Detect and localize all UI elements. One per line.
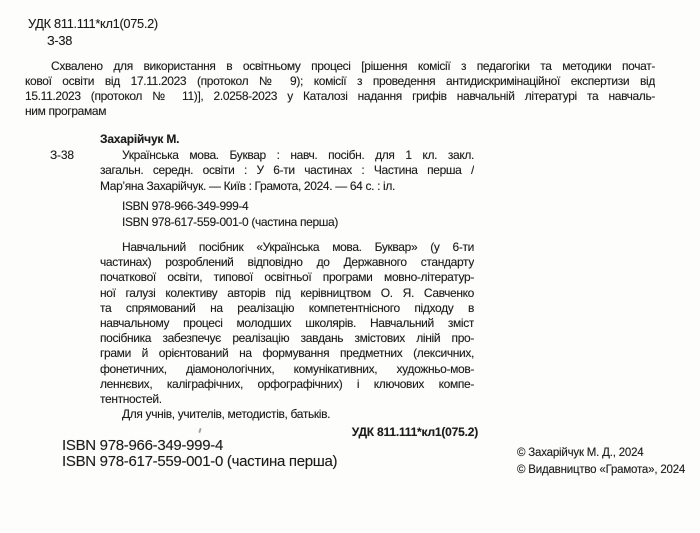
catalog-author-sign: З-38 (50, 147, 74, 162)
annotation-block (100, 240, 478, 440)
annotation-line: Навчальний посібник «Українська мова. Буквар» (у 6-ти (122, 240, 474, 254)
footer-isbn: ISBN 978-966-349-999-4 (62, 438, 224, 454)
udc-index: УДК 811.111*кл1(075.2) (28, 16, 158, 31)
catalog-isbn: ISBN 978-966-349-999-4 (122, 199, 249, 214)
catalog-card (50, 132, 474, 231)
annotation-line: навчальному процесі молодших школярів. Навчальний зміст (100, 315, 474, 330)
annotation-line: грами й орієнтований на формування предметних (лексичних, (100, 346, 474, 361)
annotation-line: та спрямований на реалізацію компетентнісного підходу в (100, 300, 474, 315)
approval-line: кової освіти від 17.11.2023 (протокол № 9); комісії з проведення антидискримінаційної експертизи від (25, 73, 655, 88)
copyright-block (517, 445, 685, 479)
approval-line: 15.11.2023 (протокол № 11)], 2.0258-2023 у Каталозі надання грифів навчальній літературі та навчаль- (25, 88, 655, 103)
copyright-author: © Захарійчук М. Д., 2024 (517, 447, 644, 459)
annotation-line: тентностей. (100, 391, 162, 406)
footer-isbn-part: ISBN 978-617-559-001-0 (частина перша) (62, 454, 338, 470)
annotation-line: леннєвих, каліграфічних, орфографічних) і ключових компе- (100, 376, 474, 391)
approval-line: ним програмам (25, 103, 107, 118)
audience-line: Для учнів, учителів, методистів, батьків. (122, 407, 331, 422)
catalog-title-line: загальн. середн. освіти : У 6-ти частинах : Частина перша / (100, 163, 474, 178)
annotation-line: посібника забезпечує реалізацію завдань змістових ліній про- (100, 331, 474, 346)
udc-index-bottom: УДК 811.111*кл1(075.2) (351, 425, 478, 440)
catalog-isbn-part: ISBN 978-617-559-001-0 (частина перша) (122, 214, 339, 229)
annotation-line: фонетичних, діамонологічних, комунікативних, художньо-мов- (100, 361, 474, 376)
author-sign: З-38 (47, 32, 73, 48)
udc-index-block (28, 16, 158, 49)
copyright-publisher: © Видавництво «Грамота», 2024 (517, 464, 686, 476)
annotation-line: ної галузі колективу авторів під керівництвом О. Я. Савченко (100, 285, 474, 300)
isbn-footer-block (62, 438, 337, 470)
approval-line: Схвалено для використання в освітньому процесі [рішення комісії з педагогіки та методики почат- (51, 59, 655, 73)
catalog-author: Захарійчук М. (100, 132, 180, 146)
annotation-line: частинах) розроблений відповідно до Державного стандарту (100, 255, 474, 270)
annotation-line: початкової освіти, типової освітньої програми мовно-літератур- (100, 270, 474, 285)
catalog-title-line: Українська мова. Буквар : навч. посібн. для 1 кл. закл. (122, 147, 474, 162)
catalog-isbn-block (100, 199, 474, 230)
approval-note (25, 59, 655, 119)
catalog-title-line: Мар’яна Захарійчук. — Київ : Грамота, 2024. — 64 с. : іл. (100, 178, 395, 193)
